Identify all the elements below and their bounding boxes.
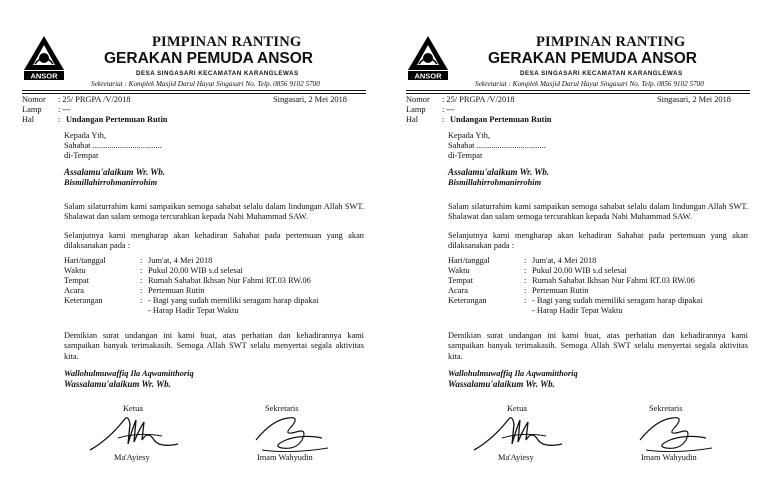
detail-sep: : bbox=[140, 256, 143, 265]
hal-sep: : bbox=[58, 115, 61, 124]
detail-value: Jum'at, 4 Mei 2018 bbox=[148, 256, 213, 265]
detail-sep: : bbox=[524, 296, 527, 305]
salam-opening: Assalamu'alaikum Wr. Wb. bbox=[64, 167, 166, 177]
detail-label: Waktu bbox=[64, 266, 86, 275]
org-name: GERAKAN PEMUDA ANSOR bbox=[488, 50, 697, 67]
nomor-value: : 25/ PRGPA /V/2018 bbox=[442, 95, 515, 104]
detail-value: Pertemuan Rutin bbox=[532, 286, 589, 295]
detail-value: - Bagi yang sudah memiliki seragam harap dipakai bbox=[148, 296, 319, 305]
recipient-line3: di-Tempat bbox=[448, 151, 483, 160]
hal-label: Hal bbox=[22, 115, 35, 124]
org-title: PIMPINAN RANTING bbox=[152, 34, 302, 50]
ansor-logo-icon bbox=[22, 34, 66, 80]
org-name: GERAKAN PEMUDA ANSOR bbox=[104, 50, 313, 67]
detail-sep: : bbox=[524, 276, 527, 285]
detail-label: Hari/tanggal bbox=[64, 256, 106, 265]
ansor-logo-icon bbox=[406, 34, 450, 80]
header-rule-thin bbox=[406, 93, 750, 94]
detail-value: Rumah Sahabat Ikhsan Nur Fahmi RT.03 RW.06 bbox=[532, 276, 695, 285]
salam-opening: Assalamu'alaikum Wr. Wb. bbox=[448, 167, 550, 177]
bismillah: Bismillahirrohmanirrohim bbox=[448, 178, 542, 187]
wassalam: Wassalamu'alaikum Wr. Wb. bbox=[64, 379, 171, 389]
nomor-value: : 25/ PRGPA /V/2018 bbox=[58, 95, 131, 104]
detail-label: Waktu bbox=[448, 266, 470, 275]
detail-value: - Bagi yang sudah memiliki seragam harap dipakai bbox=[532, 296, 703, 305]
detail-value: Pertemuan Rutin bbox=[148, 286, 205, 295]
logo-text: ANSOR bbox=[30, 71, 58, 80]
detail-sep: : bbox=[140, 286, 143, 295]
detail-label: Tempat bbox=[448, 276, 473, 285]
recipient-line3: di-Tempat bbox=[64, 151, 99, 160]
ketua-title: Ketua bbox=[507, 404, 527, 413]
sekretaris-title: Sekretaris bbox=[265, 404, 299, 413]
ketua-signature-icon bbox=[472, 410, 564, 454]
org-address: DESA SINGASARI KECAMATAN KARANGLEWAS bbox=[520, 70, 683, 77]
detail-value: - Harap Hadir Tepat Waktu bbox=[532, 306, 623, 315]
lamp-value: : --- bbox=[442, 105, 455, 114]
recipient-line1: Kepada Yth, bbox=[448, 131, 491, 140]
wallohul: Wallohulmuwaffiq Ila Aqwamitthoriq bbox=[448, 369, 578, 378]
recipient-line2: Sahabat ................................. bbox=[448, 141, 546, 150]
nomor-label: Nomor bbox=[22, 95, 46, 104]
sekretaris-signature-icon bbox=[252, 410, 332, 456]
paragraph-1: Salam silaturrahim kami sampaikan semoga sahabat selalu dalam lindungan Allah SWT. Shalawat dan salam semoga tercurahkan kepada Nabi Muhammad SAW. bbox=[64, 202, 364, 222]
header-rule bbox=[406, 90, 750, 91]
recipient-line2: Sahabat ................................. bbox=[64, 141, 162, 150]
detail-label: Acara bbox=[64, 286, 84, 295]
paragraph-1: Salam silaturrahim kami sampaikan semoga sahabat selalu dalam lindungan Allah SWT. Shalawat dan salam semoga tercurahkan kepada Nabi Muhammad SAW. bbox=[448, 202, 748, 222]
ketua-title: Ketua bbox=[123, 404, 143, 413]
letter-right bbox=[384, 0, 768, 501]
letter-date: Singasari, 2 Mei 2018 bbox=[657, 95, 731, 104]
hal-sep: : bbox=[442, 115, 445, 124]
detail-value: - Harap Hadir Tepat Waktu bbox=[148, 306, 239, 315]
paragraph-2: Selanjutnya kami mengharap akan kehadiran Sahabat pada pertemuan yang akan dilaksanakan pada : bbox=[448, 231, 748, 251]
detail-label: Acara bbox=[448, 286, 468, 295]
detail-label: Keterangan bbox=[448, 296, 487, 305]
sekretaris-title: Sekretaris bbox=[649, 404, 683, 413]
detail-sep: : bbox=[524, 286, 527, 295]
hal-value: Undangan Pertemuan Rutin bbox=[66, 115, 168, 124]
hal-label: Hal bbox=[406, 115, 419, 124]
ketua-name: Ma'Ayiesy bbox=[114, 453, 150, 462]
detail-label: Hari/tanggal bbox=[448, 256, 490, 265]
paragraph-3: Demikian surat undangan ini kami buat, atas perhatian dan kehadirannya kami sampaikan banyak terimakasih. Semoga Allah SWT selalu menyertai segala aktivitas kita. bbox=[64, 331, 364, 361]
org-secretariat: Sekretariat : Komplek Masjid Darul Hayat Singasari No. Telp. 0856 9102 5700 bbox=[91, 80, 320, 88]
header-rule bbox=[22, 90, 366, 91]
sekretaris-name: Imam Wahyudin bbox=[257, 453, 313, 462]
logo-text: ANSOR bbox=[414, 71, 442, 80]
detail-value: Pukul 20.00 WIB s.d selesai bbox=[532, 266, 627, 275]
lamp-value: : --- bbox=[58, 105, 71, 114]
ketua-signature-icon bbox=[88, 410, 180, 454]
paragraph-2: Selanjutnya kami mengharap akan kehadiran Sahabat pada pertemuan yang akan dilaksanakan pada : bbox=[64, 231, 364, 251]
detail-sep: : bbox=[140, 296, 143, 305]
detail-value: Pukul 20.00 WIB s.d selesai bbox=[148, 266, 243, 275]
detail-sep: : bbox=[524, 256, 527, 265]
letter-date: Singasari, 2 Mei 2018 bbox=[273, 95, 347, 104]
wallohul: Wallohulmuwaffiq Ila Aqwamitthoriq bbox=[64, 369, 194, 378]
nomor-label: Nomor bbox=[406, 95, 430, 104]
hal-value: Undangan Pertemuan Rutin bbox=[450, 115, 552, 124]
header-rule-thin bbox=[22, 93, 366, 94]
bismillah: Bismillahirrohmanirrohim bbox=[64, 178, 158, 187]
lamp-label: Lamp bbox=[22, 105, 42, 114]
lamp-label: Lamp bbox=[406, 105, 426, 114]
org-secretariat: Sekretariat : Komplek Masjid Darul Hayat Singasari No. Telp. 0856 9102 5700 bbox=[475, 80, 704, 88]
recipient-line1: Kepada Yth, bbox=[64, 131, 107, 140]
wassalam: Wassalamu'alaikum Wr. Wb. bbox=[448, 379, 555, 389]
sekretaris-signature-icon bbox=[636, 410, 716, 456]
sekretaris-name: Imam Wahyudin bbox=[641, 453, 697, 462]
detail-label: Keterangan bbox=[64, 296, 103, 305]
org-title: PIMPINAN RANTING bbox=[536, 34, 686, 50]
detail-sep: : bbox=[140, 266, 143, 275]
detail-sep: : bbox=[140, 276, 143, 285]
detail-value: Jum'at, 4 Mei 2018 bbox=[532, 256, 597, 265]
detail-sep: : bbox=[524, 266, 527, 275]
detail-label: Tempat bbox=[64, 276, 89, 285]
ketua-name: Ma'Ayiesy bbox=[498, 453, 534, 462]
detail-value: Rumah Sahabat Ikhsan Nur Fahmi RT.03 RW.06 bbox=[148, 276, 311, 285]
paragraph-3: Demikian surat undangan ini kami buat, atas perhatian dan kehadirannya kami sampaikan banyak terimakasih. Semoga Allah SWT selalu menyertai segala aktivitas kita. bbox=[448, 331, 748, 361]
org-address: DESA SINGASARI KECAMATAN KARANGLEWAS bbox=[136, 70, 299, 77]
